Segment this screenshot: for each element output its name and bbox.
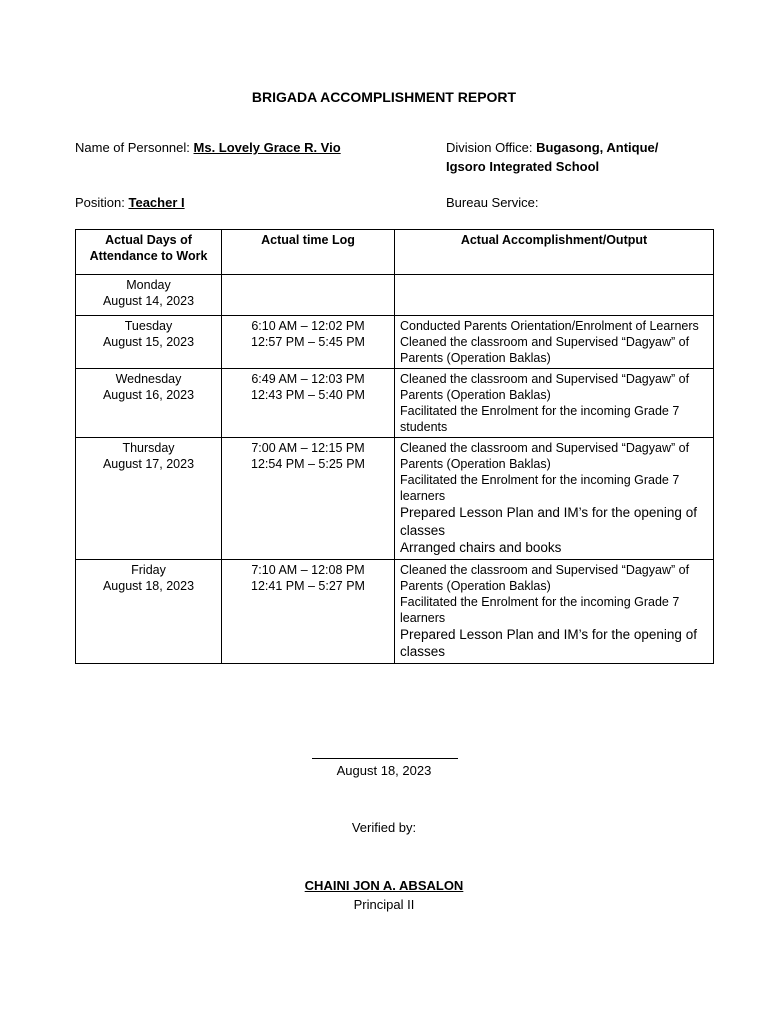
day-name: Wednesday [115, 372, 182, 386]
accomplishment-item: Cleaned the classroom and Supervised “Dagyaw” of Parents (Operation Baklas) [400, 441, 690, 471]
time-cell [222, 369, 395, 438]
day-cell [76, 438, 222, 560]
time-am: 6:10 AM – 12:02 PM [251, 319, 365, 333]
day-date: August 14, 2023 [102, 294, 195, 308]
time-log-table [75, 229, 714, 664]
accomplishment-item: Conducted Parents Orientation/Enrolment of Learners [400, 319, 699, 333]
accomplishment-item: Arranged chairs and books [400, 540, 562, 555]
accomplishment-cell [395, 369, 714, 438]
bureau-label: Bureau Service: [446, 195, 539, 210]
header-time-log: Actual time Log [222, 230, 395, 275]
position-label: Position: [75, 195, 129, 210]
table-row [76, 275, 714, 316]
table-row [76, 369, 714, 438]
accomplishment-item: Prepared Lesson Plan and IM’s for the opening of classes [400, 505, 697, 538]
time-pm: 12:41 PM – 5:27 PM [251, 578, 365, 593]
day-cell [76, 369, 222, 438]
time-pm: 12:43 PM – 5:40 PM [251, 388, 365, 402]
accomplishment-item: Facilitated the Enrolment for the incoming Grade 7 students [400, 404, 680, 434]
day-cell [76, 559, 222, 663]
day-name: Tuesday [124, 319, 173, 333]
report-title: BRIGADA ACCOMPLISHMENT REPORT [251, 89, 517, 105]
table-header-row [76, 230, 714, 275]
day-name: Thursday [122, 441, 175, 455]
time-am: 6:49 AM – 12:03 PM [251, 372, 365, 386]
personnel-name: Ms. Lovely Grace R. Vio [193, 140, 341, 155]
day-name: Monday [126, 278, 171, 292]
division-line1: Bugasong, Antique/ [536, 140, 659, 155]
accomplishment-item: Prepared Lesson Plan and IM’s for the opening of classes [400, 626, 697, 659]
division-label: Division Office: [446, 140, 537, 155]
day-cell [76, 316, 222, 369]
time-cell [222, 438, 395, 560]
accomplishment-cell [395, 559, 714, 663]
position-value: Teacher I [128, 195, 185, 210]
accomplishment-cell [395, 275, 714, 316]
day-date: August 16, 2023 [102, 388, 195, 402]
time-cell [222, 275, 395, 316]
signature-line [312, 744, 458, 759]
table-row [76, 316, 714, 369]
table-row [76, 438, 714, 560]
report-date: August 18, 2023 [336, 763, 432, 778]
verified-by-label: Verified by: [351, 820, 417, 835]
table-row [76, 559, 714, 663]
personnel-field [75, 138, 341, 157]
accomplishment-item: Cleaned the classroom and Supervised “Dagyaw” of Parents (Operation Baklas) [400, 372, 690, 402]
accomplishment-cell [395, 438, 714, 560]
division-line2: Igsoro Integrated School [446, 159, 600, 174]
day-date: August 18, 2023 [102, 578, 195, 593]
header-accomplishment: Actual Accomplishment/Output [395, 230, 714, 275]
time-pm: 12:54 PM – 5:25 PM [251, 457, 365, 471]
accomplishment-item: Cleaned the classroom and Supervised “Dagyaw” of Parents (Operation Baklas) [400, 562, 690, 593]
accomplishment-item: Facilitated the Enrolment for the incoming Grade 7 learners [400, 594, 680, 625]
verifier-name: CHAINI JON A. ABSALON [304, 878, 464, 893]
division-field [446, 138, 658, 176]
time-am: 7:00 AM – 12:15 PM [251, 441, 365, 455]
time-cell [222, 559, 395, 663]
personnel-label: Name of Personnel: [75, 140, 194, 155]
accomplishment-item: Facilitated the Enrolment for the incoming Grade 7 learners [400, 473, 680, 503]
verifier-position: Principal II [353, 897, 415, 912]
time-pm: 12:57 PM – 5:45 PM [251, 335, 365, 349]
position-field [75, 193, 185, 212]
accomplishment-cell [395, 316, 714, 369]
day-cell [76, 275, 222, 316]
day-name: Friday [131, 562, 166, 577]
header-days: Actual Days of Attendance to Work [76, 230, 222, 275]
day-date: August 17, 2023 [102, 457, 195, 471]
day-date: August 15, 2023 [102, 335, 195, 349]
time-am: 7:10 AM – 12:08 PM [251, 562, 365, 577]
accomplishment-item: Cleaned the classroom and Supervised “Dagyaw” of Parents (Operation Baklas) [400, 335, 690, 365]
time-cell [222, 316, 395, 369]
